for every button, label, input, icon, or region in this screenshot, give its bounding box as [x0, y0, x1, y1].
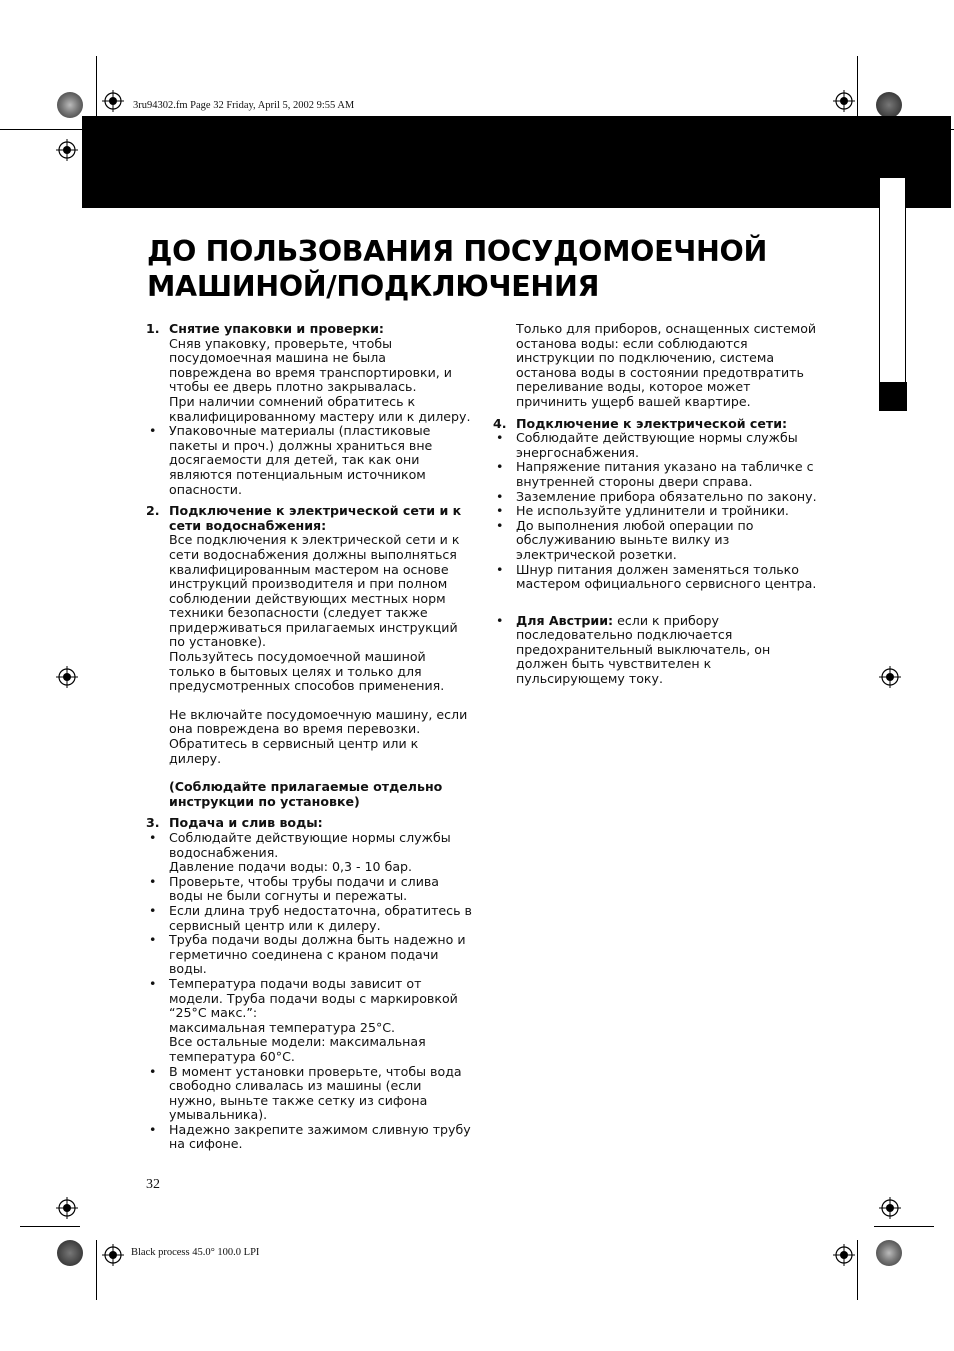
bullet-item: • Проверьте, чтобы трубы подачи и слива воды не были согнуты и пережаты. — [146, 875, 472, 904]
section-number: 3. — [146, 815, 160, 831]
registration-mark-icon — [833, 90, 855, 112]
bullet-item: • Напряжение питания указано на табличке с внутренней стороны двери справа. — [493, 460, 823, 489]
header-band — [82, 116, 951, 208]
paragraph: Все подключения к электрической сети и к сети водоснабжения должны выполняться квалифицированным мастером на основе инструкций производителя и при полном соблюдении действующих местных норм техники безопасности (следует также придерживаться прилагаемых инструкций по установке). — [169, 532, 460, 650]
section-number: 2. — [146, 503, 160, 519]
registration-mark-icon — [102, 1244, 124, 1266]
bullet-item: • Соблюдайте действующие нормы службы энергоснабжения. — [493, 431, 823, 460]
austria-label: Для Австрии: — [516, 612, 614, 628]
bullet-item: • В момент установки проверьте, чтобы вода свободно сливалась из машины (если нужно, выньте также сетку из сифона умывальника). — [146, 1065, 472, 1123]
registration-mark-icon — [102, 90, 124, 112]
gray-patch-icon — [57, 92, 83, 118]
registration-mark-icon — [56, 1197, 78, 1219]
gray-patch-icon — [876, 92, 902, 118]
page-title-line-1: ДО ПОЛЬЗОВАНИЯ ПОСУДОМОЕЧНОЙ — [147, 235, 768, 268]
bullet-item: • Упаковочные материалы (пластиковые пакеты и проч.) должны храниться вне досягаемости для детей, так как они являются потенциальным источником опасности. — [146, 424, 472, 497]
paragraph: Не включайте посудомоечную машину, если она повреждена во время перевозки. Обратитесь в сервисный центр или к дилеру. — [169, 706, 468, 766]
section-4 — [493, 417, 823, 432]
section-number: 1. — [146, 321, 160, 336]
registration-mark-icon — [879, 666, 901, 688]
bullet-item: • Соблюдайте действующие нормы службы водоснабжения. Давление подачи воды: 0,3 - 10 бар. — [146, 831, 472, 875]
page-title-line-2: МАШИНОЙ/ПОДКЛЮЧЕНИЯ — [147, 270, 600, 303]
registration-mark-icon — [56, 139, 78, 161]
bullet-item: • До выполнения любой операции по обслуживанию выньте вилку из электрической розетки. — [493, 519, 823, 563]
bullet-item: • Не используйте удлинители и тройники. — [493, 504, 823, 519]
section-heading: Снятие упаковки и проверки: — [169, 321, 384, 336]
registration-mark-icon — [56, 666, 78, 688]
section-2 — [146, 504, 472, 809]
bullet-item: • Заземление прибора обязательно по закону. — [493, 490, 823, 505]
section-1 — [146, 322, 472, 424]
gray-patch-icon — [876, 1240, 902, 1266]
left-column — [146, 322, 472, 1152]
paragraph: Сняв упаковку, проверьте, чтобы посудомоечная машина не была повреждена во время транспортировки, и чтобы ее дверь плотно закрывалась. — [169, 335, 452, 395]
section-heading: Подача и слив воды: — [169, 815, 323, 831]
bullet-item: • Температура подачи воды зависит от модели. Труба подачи воды с маркировкой “25°C макс.”: максимальная температура 25°C. Все остальные модели: максимальная температура 60°C. — [146, 977, 472, 1065]
right-column — [493, 322, 823, 687]
registration-mark-icon — [833, 1244, 855, 1266]
bullet-item: • Труба подачи воды должна быть надежно и герметично соединена с краном подачи воды. — [146, 933, 472, 977]
bullet-item: • Если длина труб недостаточна, обратитесь в сервисный центр или к дилеру. — [146, 904, 472, 933]
section-3 — [146, 816, 472, 831]
bullet-item: • Шнур питания должен заменяться только мастером официального сервисного центра. — [493, 563, 823, 592]
file-slug-top: 3ru94302.fm Page 32 Friday, April 5, 2002 9:55 AM — [133, 100, 355, 111]
registration-mark-icon — [879, 1197, 901, 1219]
bullet-item-austria — [493, 614, 823, 687]
paragraph: При наличии сомнений обратитесь к квалифицированному мастеру или к дилеру. — [169, 393, 471, 424]
file-slug-bottom: Black process 45.0° 100.0 LPI — [131, 1247, 260, 1258]
austria-text: если к прибору последовательно подключается предохранительный выключатель, он должен быть чувствителен к пульсирующему току. — [516, 612, 771, 687]
section-number: 4. — [493, 415, 507, 431]
page-number: 32 — [146, 1177, 160, 1192]
installation-note: (Соблюдайте прилагаемые отдельно инструкции по установке) — [169, 779, 443, 809]
paragraph: Только для приборов, оснащенных системой останова воды: если соблюдаются инструкции по подключению, система останова воды в состоянии предотвратить переливание воды, которое может причинить ущерб вашей квартире. — [516, 321, 817, 409]
bullet-item: • Надежно закрепите зажимом сливную трубу на сифоне. — [146, 1123, 472, 1152]
section-heading: Подключение к электрической сети: — [516, 415, 788, 431]
page-title — [147, 234, 847, 304]
section-heading: Подключение к электрической сети и к сети водоснабжения: — [169, 503, 462, 533]
side-tab-marker — [879, 382, 907, 411]
side-tab — [879, 178, 906, 410]
paragraph: Пользуйтесь посудомоечной машиной только в бытовых целях и только для предусмотренных способов применения. — [169, 649, 445, 694]
gray-patch-icon — [57, 1240, 83, 1266]
